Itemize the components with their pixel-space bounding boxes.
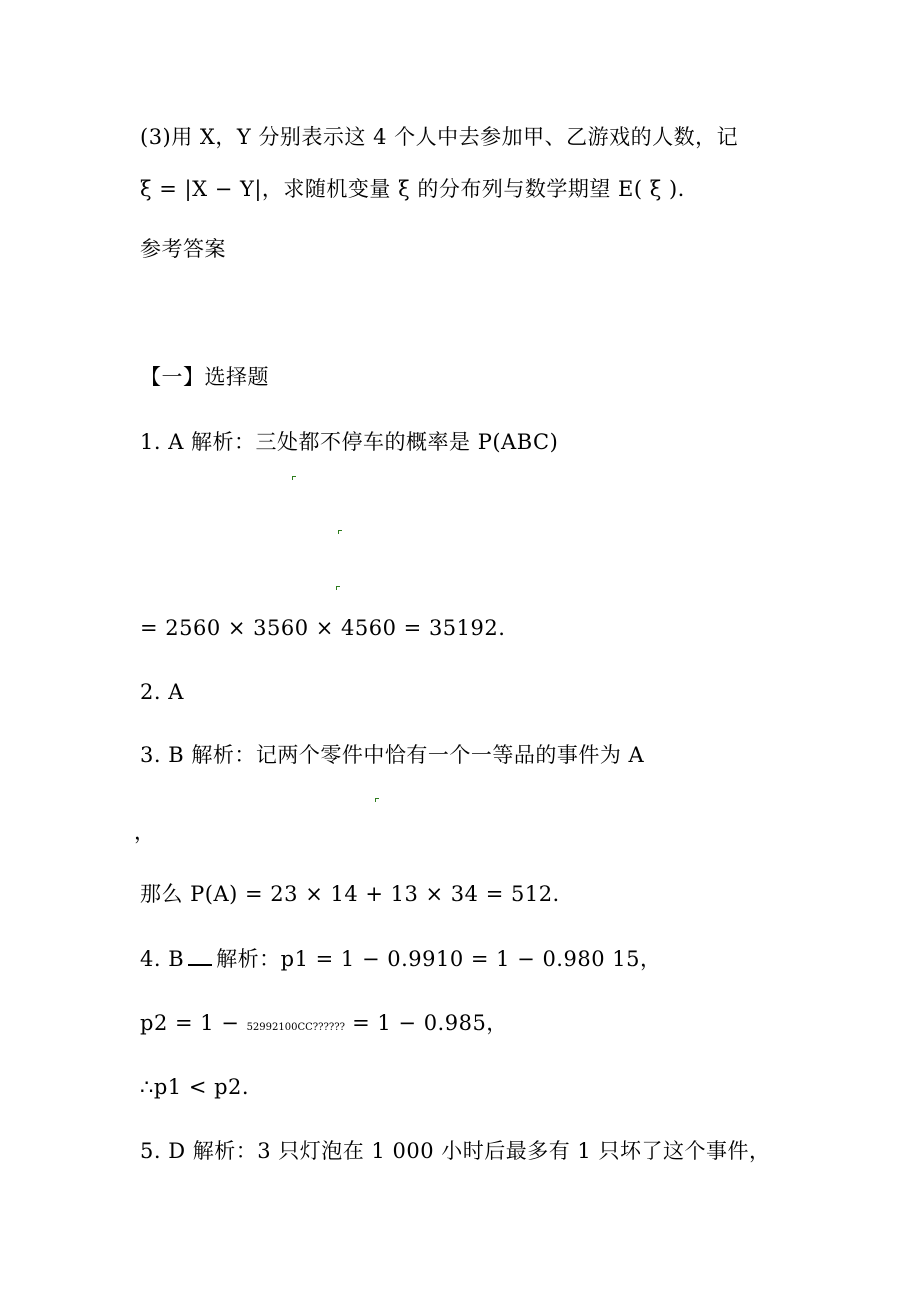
answer-4-line-2 — [140, 1009, 508, 1042]
answer-4-prefix: 4. B — [140, 947, 185, 971]
answer-4-rest: 解析：p1 = 1 − 0.9910 = 1 − 0.980 15， — [216, 947, 662, 971]
question-3-line-2: ξ = |X − Y|，求随机变量 ξ 的分布列与数学期望 E( ξ ). — [140, 177, 685, 201]
answer-2: 2. A — [140, 680, 184, 704]
answer-blank — [188, 950, 212, 966]
answer-1-line-1: 1. A 解析：三处都不停车的概率是 P(ABC) — [140, 430, 559, 454]
answer-4b-prefix: p2 = 1 − — [140, 1011, 247, 1035]
answer-3-line-2: 那么 P(A) = 23 × 14 + 13 × 34 = 512. — [140, 882, 560, 906]
green-mark — [338, 530, 342, 534]
answer-4-line-1 — [140, 945, 661, 973]
answer-heading: 参考答案 — [140, 237, 226, 261]
answer-5-line-1: 5. D 解析：3 只灯泡在 1 000 小时后最多有 1 只坏了这个事件， — [140, 1139, 771, 1163]
green-mark — [336, 586, 340, 590]
section-heading: 【一】选择题 — [140, 365, 269, 389]
answer-1-line-2: = 2560 × 3560 × 4560 = 35192. — [140, 616, 506, 640]
green-mark — [292, 476, 296, 480]
question-3-line-1: (3)用 X，Y 分别表示这 4 个人中去参加甲、乙游戏的人数，记 — [140, 125, 739, 149]
answer-3-comma: ， — [134, 820, 156, 844]
answer-4b-small-text: 52992100CC?????? — [246, 1022, 345, 1033]
answer-4b-rest: = 1 − 0.985， — [344, 1011, 508, 1035]
green-mark — [375, 798, 379, 802]
answer-3-line-1: 3. B 解析：记两个零件中恰有一个一等品的事件为 A — [140, 743, 645, 767]
answer-4-line-3: ∴p1 < p2. — [140, 1075, 250, 1099]
